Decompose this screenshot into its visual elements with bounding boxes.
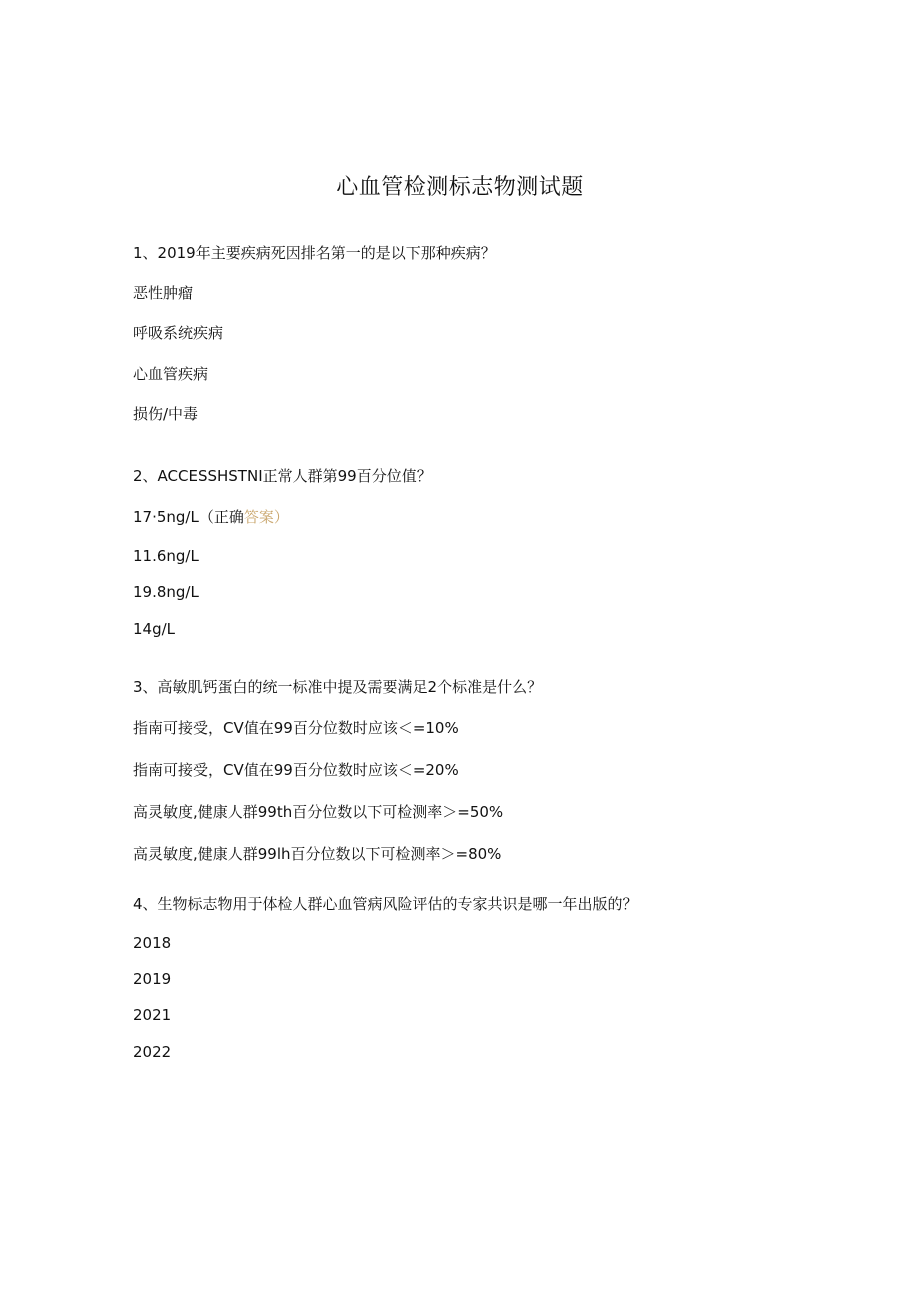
question-4-option-1: 2018 <box>133 934 172 952</box>
question-1-option-4: 损伤/中毒 <box>133 405 199 423</box>
answer-highlight: 答案） <box>243 508 289 526</box>
question-2-option-1 <box>133 507 289 527</box>
question-4: 4、生物标志物用于体检人群心血管病风险评估的专家共识是哪一年出版的？ <box>133 895 638 913</box>
question-2-option-4: 14g∕L <box>133 620 176 638</box>
question-3-option-4: 高灵敏度,健康人群99lh百分位数以下可检测率＞=80% <box>133 845 502 863</box>
question-3-option-3: 高灵敏度,健康人群99th百分位数以下可检测率＞=50% <box>133 803 504 821</box>
question-4-option-4: 2022 <box>133 1043 172 1061</box>
question-1-option-3: 心血管疾病 <box>133 365 209 383</box>
question-2: 2、ACCESSHSTNI正常人群第99百分位值？ <box>133 467 432 485</box>
question-1-option-1: 恶性肿瘤 <box>133 284 194 302</box>
page-title: 心血管检测标志物测试题 <box>336 175 584 200</box>
question-1-option-2: 呼吸系统疾病 <box>133 324 224 342</box>
question-2-option-3: 19.8ng∕L <box>133 583 199 601</box>
question-4-option-3: 2021 <box>133 1006 172 1024</box>
question-4-option-2: 2019 <box>133 970 172 988</box>
question-3-option-2: 指南可接受，CV值在99百分位数时应该＜=20% <box>133 761 459 779</box>
question-2-option-2: 11.6ng∕L <box>133 547 199 565</box>
option-text: 17·5ng∕L（正确 <box>133 508 244 526</box>
question-3-option-1: 指南可接受，CV值在99百分位数时应该＜=10% <box>133 719 459 737</box>
question-1: 1、2019年主要疾病死因排名第一的是以下那种疾病？ <box>133 244 496 262</box>
question-3: 3、高敏肌钙蛋白的统一标准中提及需要满足2个标准是什么？ <box>133 678 543 696</box>
